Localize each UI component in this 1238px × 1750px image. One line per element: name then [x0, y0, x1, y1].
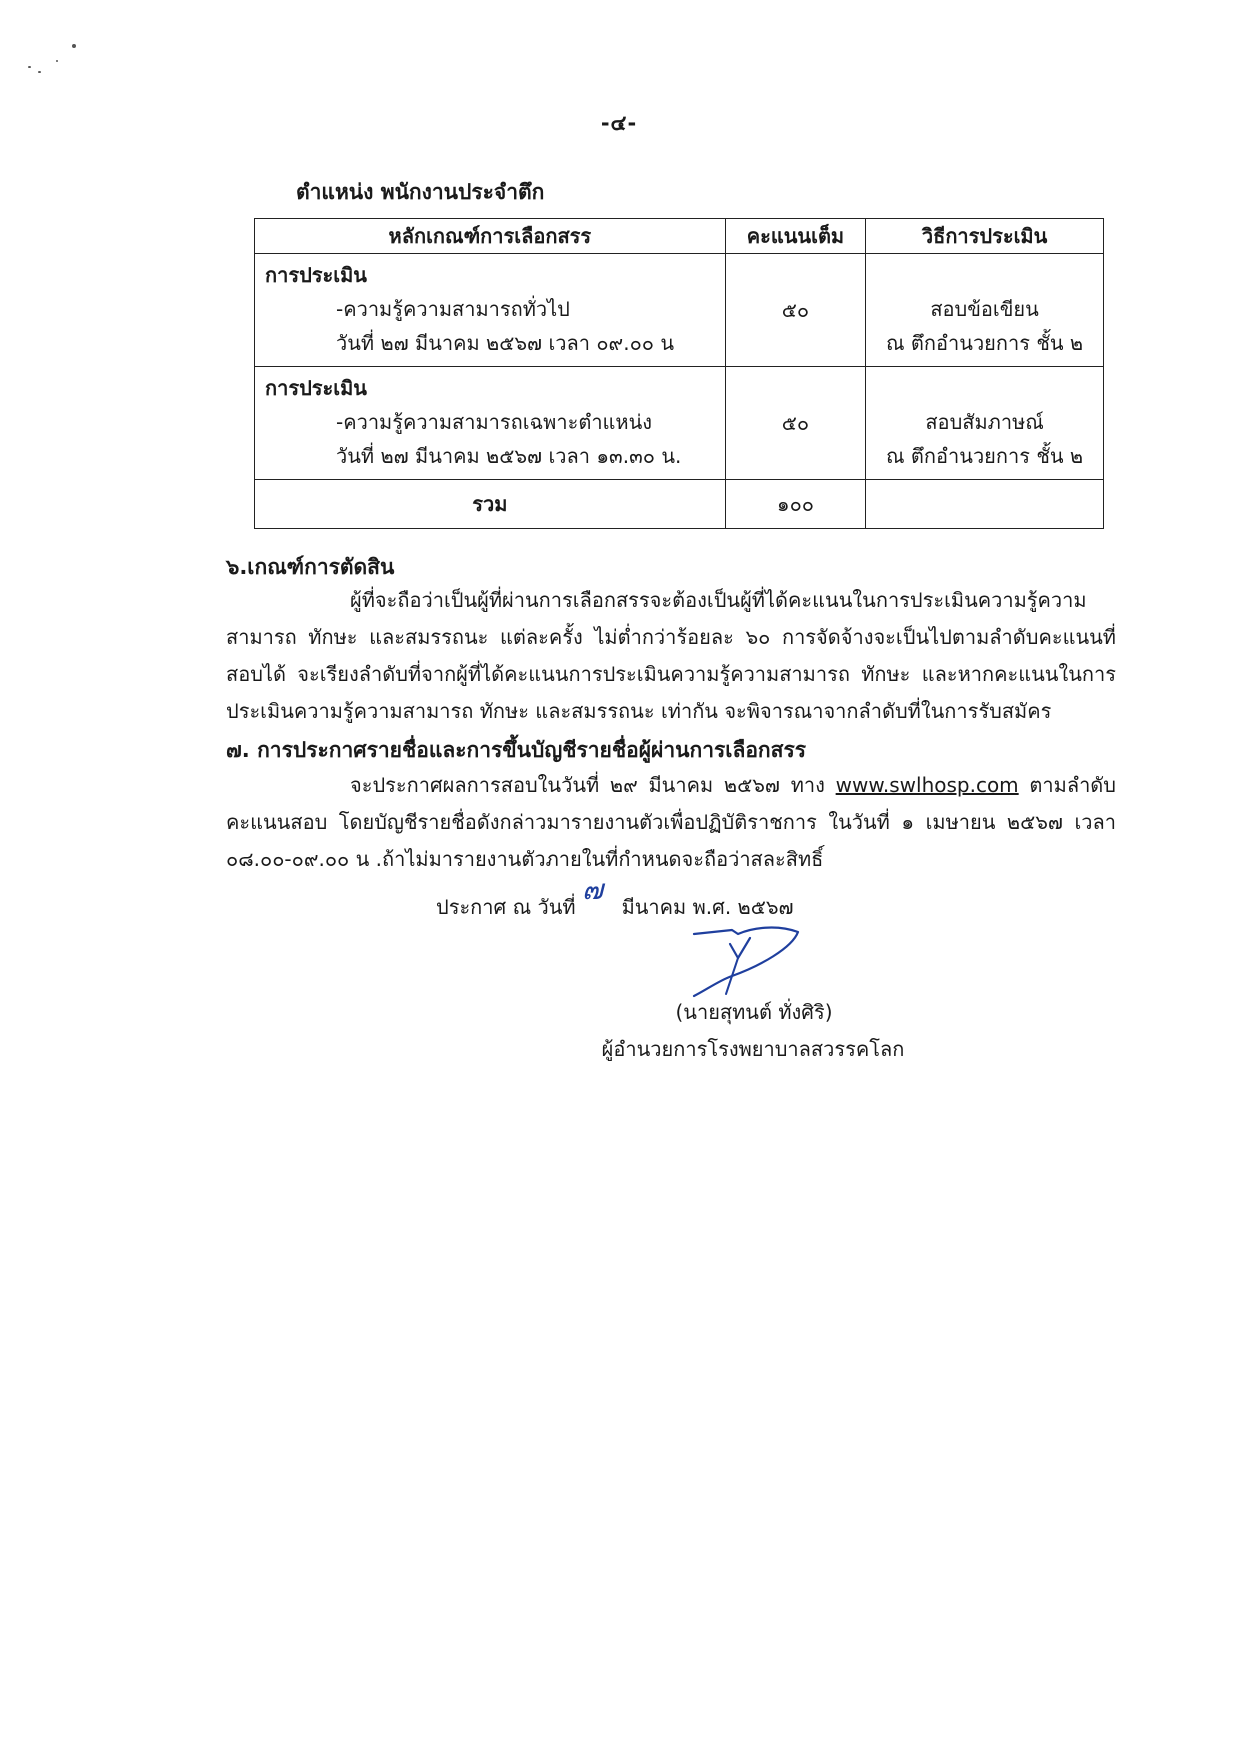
criteria-cell — [255, 367, 726, 480]
page-number: -๔- — [600, 111, 638, 135]
criteria-item: -ความรู้ความสามารถทั่วไป — [336, 297, 570, 321]
total-score: ๑๐๐ — [725, 480, 865, 529]
method-line: สอบสัมภาษณ์ — [925, 410, 1044, 434]
total-label: รวม — [255, 480, 726, 529]
position-title: ตำแหน่ง พนักงานประจำตึก — [296, 180, 545, 204]
scan-speck — [38, 71, 41, 73]
criteria-date: วันที่ ๒๗ มีนาคม ๒๕๖๗ เวลา ๐๙.๐๐ น — [336, 331, 675, 355]
criteria-item: -ความรู้ความสามารถเฉพาะตำแหน่ง — [336, 410, 653, 434]
total-method — [866, 480, 1104, 529]
score-cell: ๕๐ — [725, 254, 865, 367]
header-method: วิธีการประเมิน — [866, 219, 1104, 254]
selection-criteria-table — [254, 218, 1104, 529]
section-7-body — [226, 767, 1116, 878]
method-location: ณ ตึกอำนวยการ ชั้น ๒ — [886, 331, 1084, 355]
header-criteria: หลักเกณฑ์การเลือกสรร — [255, 219, 726, 254]
section-6-text: ผู้ที่จะถือว่าเป็นผู้ที่ผ่านการเลือกสรรจะต้องเป็นผู้ที่ได้คะแนนในการประเมินความรู้ความสามารถ ทักษะ และสมรรถนะ แต่ละครั้ง ไม่ต่ำกว่าร้อยละ ๖๐ การจัดจ้างจะเป็นไปตามลำดับคะแนนที่สอบได้ จะเรียงลำดับที่จากผู้ที่ได้คะแนนการประเมินความรู้ความสามารถ ทักษะ และหากคะแนนในการประเมินความรู้ความสามารถ ทักษะ และสมรรถนะ เท่ากัน จะพิจารณาจากลำดับที่ในการรับสมัคร — [226, 588, 1116, 723]
criteria-heading: การประเมิน — [265, 376, 367, 400]
section-7-text-start: จะประกาศผลการสอบในวันที่ ๒๙ มีนาคม ๒๕๖๗ ทาง — [350, 773, 836, 797]
handwritten-day: ๗ — [582, 873, 604, 906]
criteria-date: วันที่ ๒๗ มีนาคม ๒๕๖๗ เวลา ๑๓.๓๐ น. — [336, 444, 682, 468]
criteria-cell — [255, 254, 726, 367]
table-header-row — [255, 219, 1104, 254]
section-6-heading: ๖.เกณฑ์การตัดสิน — [226, 555, 395, 579]
website-link[interactable]: www.swlhosp.com — [835, 773, 1019, 797]
method-cell — [866, 254, 1104, 367]
signature-icon — [680, 920, 810, 1000]
table-row — [255, 254, 1104, 367]
section-7-heading: ๗. การประกาศรายชื่อและการขึ้นบัญชีรายชื่อผู้ผ่านการเลือกสรร — [226, 738, 807, 762]
table-total-row — [255, 480, 1104, 529]
score-cell: ๕๐ — [725, 367, 865, 480]
announcement-date-line — [436, 891, 794, 923]
method-line: สอบข้อเขียน — [930, 297, 1039, 321]
method-location: ณ ตึกอำนวยการ ชั้น ๒ — [886, 444, 1084, 468]
scan-speck — [56, 60, 58, 62]
section-6-body — [226, 582, 1116, 730]
criteria-heading: การประเมิน — [265, 263, 367, 287]
header-full-score: คะแนนเต็ม — [725, 219, 865, 254]
section-7-text-end: ตามลำดับคะแนนสอบ โดยบัญชีรายชื่อดังกล่าวมารายงานตัวเพื่อปฏิบัติราชการ ในวันที่ ๑ เมษายน ๒๕๖๗ เวลา ๐๘.๐๐-๐๙.๐๐ น .ถ้าไม่มารายงานตัวภายในที่กำหนดจะถือว่าสละสิทธิ์ — [226, 773, 1116, 871]
scan-speck — [72, 44, 76, 48]
signer-name: (นายสุทนต์ ทั่งศิริ) — [675, 1000, 833, 1024]
table-row — [255, 367, 1104, 480]
announcement-suffix: มีนาคม พ.ศ. ๒๕๖๗ — [621, 895, 794, 919]
signer-title: ผู้อำนวยการโรงพยาบาลสวรรคโลก — [601, 1037, 905, 1061]
announcement-prefix: ประกาศ ณ วันที่ — [436, 895, 576, 919]
scan-speck — [28, 66, 31, 68]
method-cell — [866, 367, 1104, 480]
